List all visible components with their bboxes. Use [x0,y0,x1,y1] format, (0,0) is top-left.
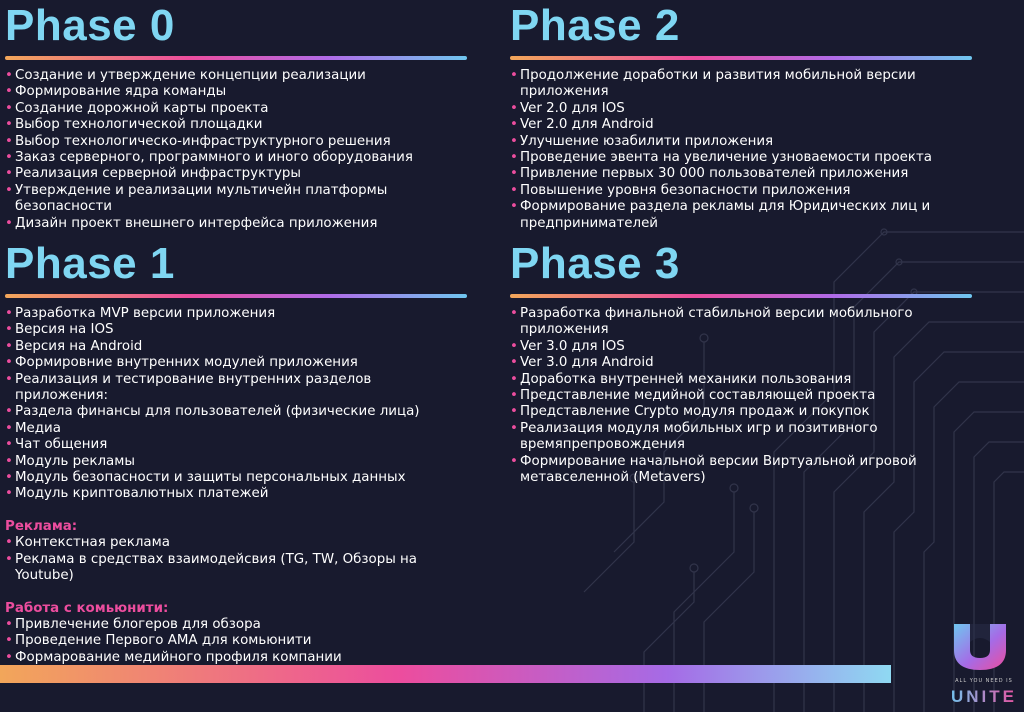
phase-0-title: Phase 0 [5,1,175,50]
list-item: • Модуль рекламы [5,454,467,470]
list-item: • Выбор технологическо-инфраструктурного решения [5,134,467,150]
list-item: • Формарование медийного профиля компании [5,650,467,666]
unite-logo [948,620,1020,710]
phase-0-list [5,68,467,232]
phase-1-list [5,306,467,503]
phase-1-title: Phase 1 [5,239,175,288]
u-logo-icon [948,620,1012,672]
phase-2-title: Phase 2 [510,1,680,50]
logo-tagline: ALL YOU NEED IS [955,678,1013,684]
list-item: • Представление медийной составляющей проекта [510,388,972,404]
list-item: • Раздела финансы для пользователей (физические лица) [5,404,467,420]
list-item: • Реализация серверной инфраструктуры [5,166,467,182]
list-item: • Продолжение доработки и развития мобильной версии приложения [510,68,972,101]
phase-2-section [510,1,972,232]
list-item: • Повышение уровня безопасности приложения [510,183,972,199]
phase-2-list [510,68,972,232]
list-item: • Версия на Android [5,339,467,355]
phase-3-title: Phase 3 [510,239,680,288]
list-item: • Привлечение блогеров для обзора [5,617,467,633]
phase-3-divider [510,294,972,298]
list-item: • Модуль безопасности и защиты персональных данных [5,470,467,486]
list-item: • Реализация модуля мобильных игр и позитивного времяпрепровождения [510,421,972,454]
list-item: • Медиа [5,421,467,437]
list-item: • Ver 2.0 для Android [510,117,972,133]
list-item: • Разработка MVP версии приложения [5,306,467,322]
list-item: • Проведение Первого AMA для комьюнити [5,633,467,649]
list-item: • Заказ серверного, программного и иного оборудования [5,150,467,166]
logo-wordmark: UNITE [948,687,1020,707]
list-item: • Формирование раздела рекламы для Юридических лиц и предпринимателей [510,199,972,232]
phase-3-list [510,306,972,486]
list-item: • Ver 2.0 для IOS [510,101,972,117]
bottom-gradient-bar [0,665,891,683]
list-item: • Формирование начальной версии Виртуальной игровой метавселенной (Metavers) [510,454,972,487]
list-item: • Реализация и тестирование внутренних разделов приложения: [5,372,467,405]
list-item: • Модуль криптовалютных платежей [5,486,467,502]
list-item: • Контекстная реклама [5,535,467,551]
phase-3-section [510,239,972,486]
list-item: • Разработка финальной стабильной версии мобильного приложения [510,306,972,339]
list-item: • Формировние внутренних модулей приложения [5,355,467,371]
list-item: • Формирование ядра команды [5,84,467,100]
list-item: • Создание дорожной карты проекта [5,101,467,117]
phase-0-section [5,1,467,232]
list-item: • Улучшение юзабилити приложения [510,134,972,150]
phase-2-divider [510,56,972,60]
list-item: • Выбор технологической площадки [5,117,467,133]
community-list [5,617,467,666]
list-item: • Ver 3.0 для IOS [510,339,972,355]
phase-1-section [5,239,467,666]
list-item: • Представление Crypto модуля продаж и покупок [510,404,972,420]
phase-1-divider [5,294,467,298]
list-item: • Создание и утверждение концепции реализации [5,68,467,84]
list-item: • Утверждение и реализации мультичейн платформы безопасности [5,183,467,216]
ads-heading: Реклама: [5,518,78,534]
list-item: • Версия на IOS [5,322,467,338]
list-item: • Ver 3.0 для Android [510,355,972,371]
ads-list [5,535,467,584]
list-item: • Доработка внутренней механики пользования [510,372,972,388]
list-item: • Чат общения [5,437,467,453]
list-item: • Привление первых 30 000 пользователей приложения [510,166,972,182]
community-heading: Работа с комьюнити: [5,600,169,616]
list-item: • Дизайн проект внешнего интерфейса приложения [5,216,467,232]
list-item: • Проведение эвента на увеличение узноваемости проекта [510,150,972,166]
phase-0-divider [5,56,467,60]
list-item: • Реклама в средствах взаимодейсвия (TG, TW, Обзоры на Youtube) [5,552,467,585]
